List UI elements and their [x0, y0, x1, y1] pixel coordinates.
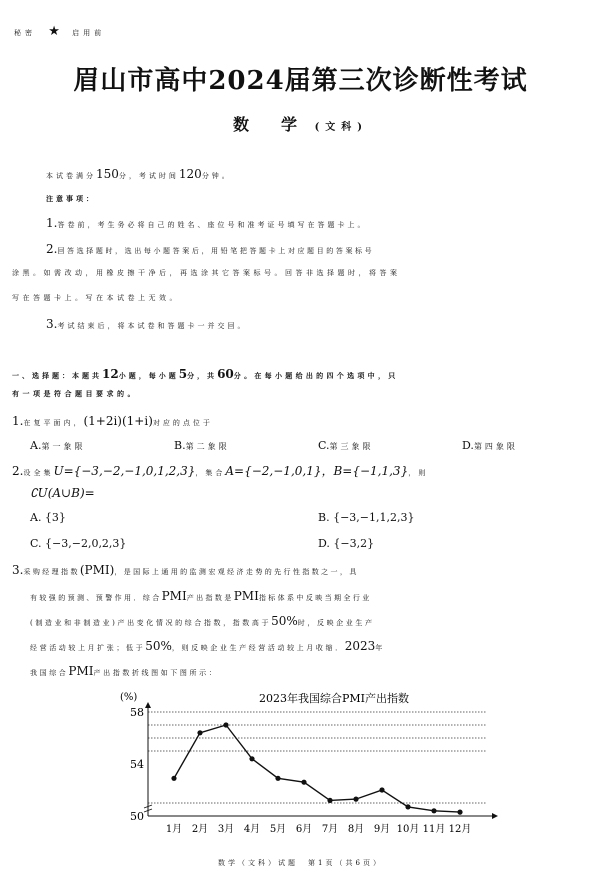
section-1-heading: 一、选择题：本题共12小题，每小题5分，共60分。在每小题给出的四个选项中，只: [12, 367, 399, 381]
x-tick-label: 6月: [295, 824, 313, 835]
q1-option-d: D.第四象限: [462, 439, 518, 452]
page-footer: 数学（文科）试题 第1页（共6页）: [218, 859, 383, 867]
exam-title: 眉山市高中2024届第三次诊断性考试: [73, 66, 528, 96]
x-tick-label: 1月: [165, 824, 183, 835]
note-3: 3.考试结束后，将本试卷和答题卡一并交回。: [46, 317, 248, 331]
chart-title: 2023年我国综合PMI产出指数: [258, 692, 410, 705]
data-point: [353, 797, 358, 802]
data-point: [249, 756, 254, 761]
x-tick-label: 4月: [243, 824, 261, 835]
x-tick-label: 10月: [396, 824, 420, 835]
pmi-line-chart: [118, 684, 498, 852]
question-2: 2.设全集U={−3,−2,−1,0,1,2,3}，集合A={−2,−1,0,1}，B={−1,1,3}，则: [12, 464, 429, 478]
question-3-line-2: 有较强的预测、预警作用．综合PMI产出指数是PMI指标体系中反映当期全行业: [30, 589, 372, 603]
data-point: [457, 810, 462, 815]
y-tick-label: 58: [130, 706, 144, 719]
y-axis-label: (%): [120, 692, 138, 703]
q2-expression: ∁U(A∪B)=: [30, 486, 95, 500]
q1-option-a: A.第一象限: [30, 439, 86, 452]
subject-type: (文科): [314, 122, 369, 133]
data-point: [431, 808, 436, 813]
subject-name: 数 学: [232, 115, 297, 134]
q2-option-c: C. {−3,−2,0,2,3}: [30, 537, 127, 550]
data-point: [171, 776, 176, 781]
question-3-line-1: 3.采购经理指数(PMI)，是国际上通用的监测宏观经济走势的先行性指数之一，具: [12, 563, 359, 577]
x-tick-label: 9月: [373, 824, 391, 835]
y-tick-label: 54: [130, 758, 144, 771]
data-point: [275, 776, 280, 781]
section-1-heading-cont: 有一项是符合题目要求的。: [12, 389, 138, 398]
x-tick-label: 5月: [269, 824, 287, 835]
q1-option-b: B.第二象限: [174, 439, 230, 452]
x-tick-label: 7月: [321, 824, 339, 835]
x-tick-label: 8月: [347, 824, 365, 835]
x-tick-label: 3月: [217, 824, 235, 835]
x-axis-arrow: [492, 813, 498, 819]
question-3-line-5: 我国综合PMI产出指数折线图如下图所示：: [30, 664, 219, 678]
y-axis-arrow: [145, 702, 151, 708]
star-icon: ★: [48, 24, 60, 39]
data-point: [223, 722, 228, 727]
data-point: [379, 787, 384, 792]
attention-heading: 注意事项：: [46, 194, 96, 203]
x-tick-label: 12月: [448, 824, 472, 835]
question-3-line-3: (制造业和非制造业)产出变化情况的综合指数，指数高于50%时，反映企业生产: [30, 614, 375, 628]
data-point: [405, 804, 410, 809]
note-2-cont-2: 写在答题卡上。写在本试卷上无效。: [12, 294, 180, 302]
q1-option-c: C.第三象限: [318, 439, 374, 452]
subject-heading: [0, 112, 601, 135]
data-point: [327, 798, 332, 803]
y-tick-label: 50: [130, 810, 144, 823]
secret-label: 秘密: [14, 29, 36, 37]
q2-option-d: D. {−3,2}: [318, 537, 375, 550]
confidential-mark: [14, 24, 105, 39]
data-point: [301, 780, 306, 785]
note-1: 1.答卷前，考生务必将自己的姓名、座位号和准考证号填写在答题卡上。: [46, 216, 368, 230]
secret-suffix: 启用前: [72, 29, 106, 37]
data-point: [197, 730, 202, 735]
note-2: 2.回答选择题时，选出每小题答案后，用铅笔把答题卡上对应题目的答案标号: [46, 242, 375, 256]
question-3-line-4: 经营活动较上月扩张；低于50%，则反映企业生产经营活动较上月收缩．2023年: [30, 639, 386, 653]
note-2-cont-1: 涂黑。如需改动，用橡皮擦干净后，再选涂其它答案标号。回答非选择题时，将答案: [12, 269, 401, 277]
q2-option-a: A. {3}: [30, 511, 66, 524]
q2-option-b: B. {−3,−1,1,2,3}: [318, 511, 415, 524]
x-tick-label: 11月: [422, 824, 446, 835]
x-tick-label: 2月: [191, 824, 209, 835]
score-line: 本试卷满分150分，考试时间120分钟。: [46, 167, 232, 181]
question-1: 1.在复平面内，(1+2i)(1+i)对应的点位于: [12, 414, 213, 428]
